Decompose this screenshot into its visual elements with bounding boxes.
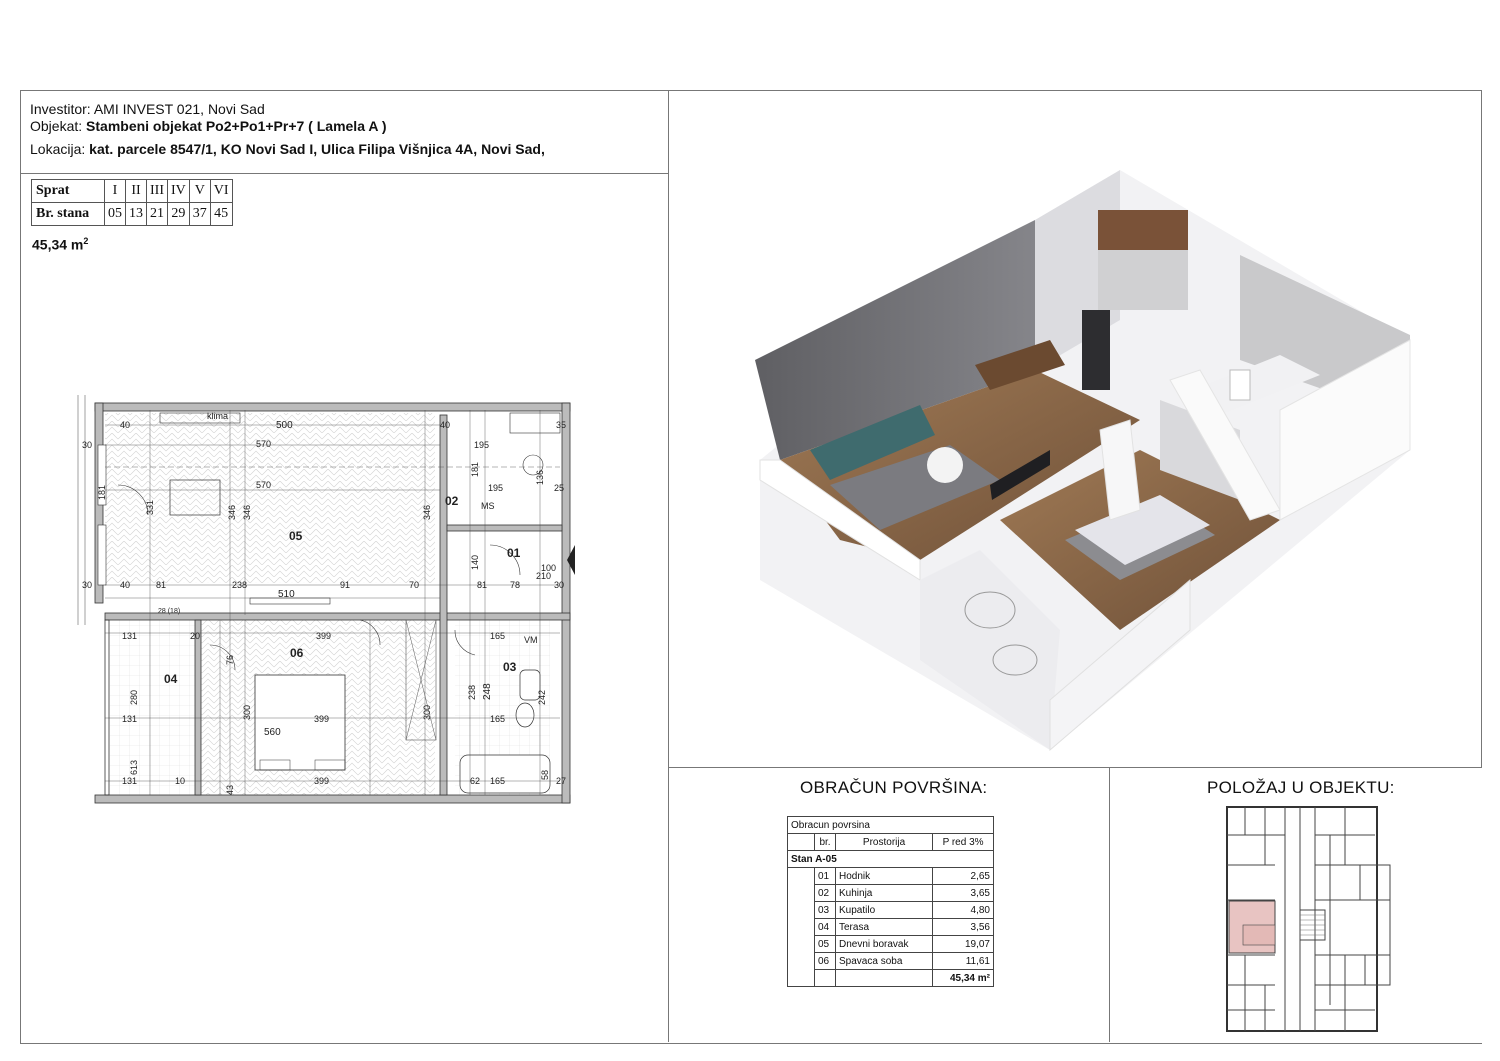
- row-number: 02: [815, 885, 836, 902]
- dim-label: 131: [122, 631, 138, 641]
- table-row: [788, 936, 994, 953]
- room-number: 03: [503, 660, 517, 674]
- room-name: Kupatilo: [836, 902, 933, 919]
- dim-label: 131: [122, 776, 138, 786]
- dim-label: 500: [276, 420, 293, 431]
- dim-label: 210: [536, 571, 552, 581]
- area-table: [787, 816, 994, 987]
- calc-title: OBRAČUN POVRŠINA:: [800, 778, 988, 797]
- dim-label: 25: [554, 483, 565, 493]
- dim-label: 81: [477, 580, 488, 590]
- dim-label: 10: [175, 776, 186, 786]
- dim-label: 62: [470, 776, 481, 786]
- dim-label: 30: [82, 580, 93, 590]
- dim-label: 238: [232, 580, 248, 590]
- apartment-label: Br. stana: [32, 203, 105, 226]
- position-title: POLOŽAJ U OBJEKTU:: [1207, 778, 1395, 797]
- dim-label: 181: [97, 484, 107, 500]
- dim-label: 195: [474, 440, 490, 450]
- room-name: Spavaca soba: [836, 953, 933, 970]
- dim-label: 76: [225, 654, 235, 665]
- plan-label: MS: [481, 501, 495, 511]
- dim-label: 195: [488, 483, 504, 493]
- apartment-cell: 13: [126, 203, 147, 226]
- object-line: Objekat: Stambeni objekat Po2+Po1+Pr+7 ( Lamela A ): [30, 118, 387, 134]
- dim-label: 346: [227, 504, 237, 520]
- row-number: 05: [815, 936, 836, 953]
- dim-label: 28 (18): [158, 608, 181, 615]
- table-row: [788, 953, 994, 970]
- dim-label: 165: [490, 776, 506, 786]
- row-number: 01: [815, 868, 836, 885]
- dim-label: 346: [422, 504, 432, 520]
- room-number: 05: [289, 529, 303, 543]
- dim-label: 300: [422, 704, 432, 720]
- row-number: 06: [815, 953, 836, 970]
- total-area: 45,34 $m^2$: [32, 236, 89, 253]
- dim-label: 91: [340, 580, 351, 590]
- room-area: 19,07: [933, 936, 994, 953]
- dim-label: 136: [535, 469, 545, 485]
- dim-label: 70: [409, 580, 420, 590]
- floor-cell: II: [126, 180, 147, 203]
- dim-label: 613: [129, 759, 139, 775]
- dim-label: 399: [314, 714, 330, 724]
- row-number: 04: [815, 919, 836, 936]
- dim-label: 40: [120, 580, 131, 590]
- room-area: 4,80: [933, 902, 994, 919]
- divider-bottom-right: [668, 767, 1481, 768]
- dim-label: 248: [482, 683, 493, 700]
- room-name: Kuhinja: [836, 885, 933, 902]
- apartment-cell: 21: [147, 203, 168, 226]
- dim-label: 560: [264, 727, 281, 738]
- divider-vertical-right: [1481, 90, 1482, 768]
- dim-label: 570: [256, 480, 272, 490]
- dim-label: 35: [556, 420, 567, 430]
- dim-label: 181: [470, 461, 480, 477]
- room-area: 3,56: [933, 919, 994, 936]
- dim-label: 510: [278, 589, 295, 600]
- column-header: P red 3%: [933, 834, 994, 851]
- dim-label: 280: [129, 689, 139, 705]
- table-caption: Obracun povrsina: [788, 817, 994, 834]
- dim-label: 300: [242, 704, 252, 720]
- dim-label: 20: [190, 631, 201, 641]
- total-area-cell: 45,34 m²: [933, 970, 994, 987]
- table-row: [788, 902, 994, 919]
- floor-table: [31, 179, 233, 226]
- dim-label: 165: [490, 631, 506, 641]
- dim-label: 58: [540, 769, 550, 780]
- floor-cell: V: [189, 180, 210, 203]
- dim-label: 81: [156, 580, 167, 590]
- room-area: 2,65: [933, 868, 994, 885]
- dim-label: 43: [225, 784, 235, 795]
- column-header: br.: [815, 834, 836, 851]
- room-number: 02: [445, 494, 459, 508]
- dim-label: 100: [541, 563, 557, 573]
- apartment-cell: 05: [105, 203, 126, 226]
- row-number: 03: [815, 902, 836, 919]
- floor-plan: [70, 385, 580, 820]
- room-area: 11,61: [933, 953, 994, 970]
- investor-line: Investitor: AMI INVEST 021, Novi Sad: [30, 101, 265, 117]
- building-position-plan: [1225, 805, 1395, 1035]
- divider-bottom-split: [1109, 767, 1110, 1042]
- dim-label: 238: [467, 684, 477, 700]
- room-name: Dnevni boravak: [836, 936, 933, 953]
- room-name: Terasa: [836, 919, 933, 936]
- dim-label: 30: [82, 440, 93, 450]
- divider-vertical-main: [668, 90, 669, 1042]
- floor-cell: IV: [168, 180, 190, 203]
- dim-label: 131: [122, 714, 138, 724]
- dim-label: 346: [242, 504, 252, 520]
- apartment-cell: 45: [210, 203, 232, 226]
- location-line: Lokacija: kat. parcele 8547/1, KO Novi Sad I, Ulica Filipa Višnjica 4A, Novi Sad,: [30, 141, 545, 157]
- dim-label: 242: [537, 689, 547, 705]
- plan-label: klima: [207, 411, 229, 421]
- dim-label: 165: [490, 714, 506, 724]
- dim-label: 27: [556, 776, 567, 786]
- divider-header: [20, 173, 668, 174]
- apartment-id: Stan A-05: [788, 851, 994, 868]
- floor-cell: I: [105, 180, 126, 203]
- room-name: Hodnik: [836, 868, 933, 885]
- table-row: [788, 868, 994, 885]
- column-header: Prostorija: [836, 834, 933, 851]
- room-number: 04: [164, 672, 178, 686]
- floor-cell: III: [147, 180, 168, 203]
- dim-label: 78: [510, 580, 521, 590]
- apartment-3d-render: [720, 160, 1420, 760]
- room-number: 01: [507, 546, 521, 560]
- dim-label: 40: [120, 420, 131, 430]
- apartment-cell: 37: [189, 203, 210, 226]
- dim-label: 331: [145, 499, 155, 515]
- table-row: [788, 919, 994, 936]
- plan-label: VM: [524, 635, 538, 645]
- apartment-cell: 29: [168, 203, 190, 226]
- dim-label: 399: [314, 776, 330, 786]
- dim-label: 30: [554, 580, 565, 590]
- floor-cell: VI: [210, 180, 232, 203]
- floor-label: Sprat: [32, 180, 105, 203]
- table-row: [788, 885, 994, 902]
- dim-label: 40: [440, 420, 451, 430]
- room-number: 06: [290, 646, 304, 660]
- dim-label: 140: [470, 554, 480, 570]
- room-area: 3,65: [933, 885, 994, 902]
- dim-label: 399: [316, 631, 332, 641]
- dim-label: 570: [256, 439, 272, 449]
